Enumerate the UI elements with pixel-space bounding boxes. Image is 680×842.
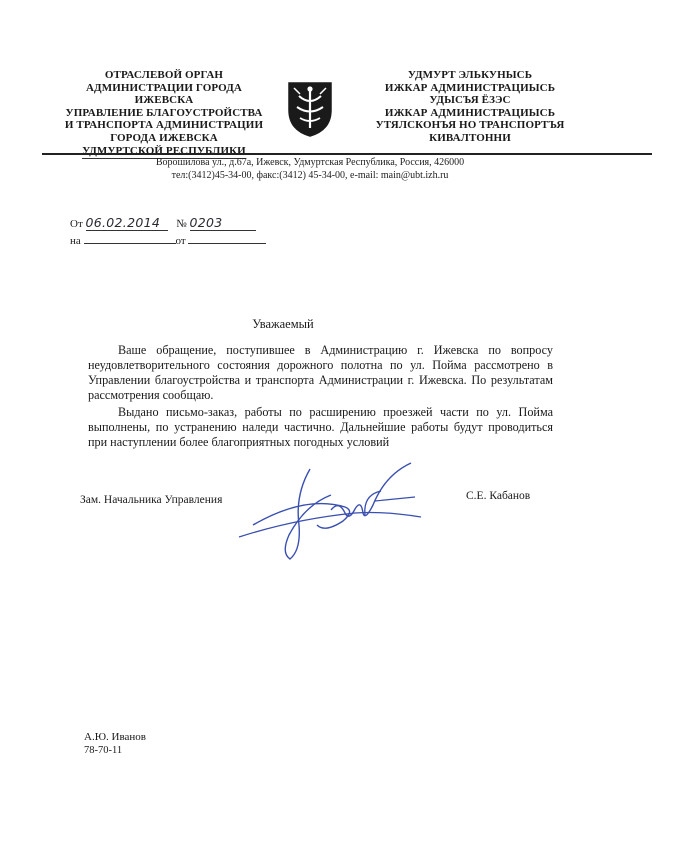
number-label: №: [176, 218, 187, 230]
on-label: на: [70, 235, 81, 247]
header-right-line: ИЖКАР АДМИНИСТРАЦИЫСЬ: [384, 106, 556, 119]
handwritten-signature: [235, 455, 435, 565]
header-left-line: УПРАВЛЕНИЕ БЛАГОУСТРОЙСТВА: [65, 106, 263, 119]
address-line: Ворошилова ул., д.67а, Ижевск, Удмуртская Республика, Россия, 426000: [155, 157, 465, 168]
letter-number: 0203: [190, 215, 256, 231]
header-divider: [42, 153, 652, 155]
header-right-line: УДЫСЪЯ ЁЗЭС: [429, 94, 511, 107]
header-right-line: УТЯЛСКОНЪЯ НО ТРАНСПОРТЪЯ: [375, 119, 565, 132]
incoming-reference: [70, 232, 266, 247]
header-right-line: КИВАЛТОННИ: [429, 131, 511, 144]
city-coat-of-arms-icon: [286, 80, 334, 138]
executor-name: А.Ю. Иванов: [84, 731, 146, 743]
outgoing-reference: [70, 215, 256, 231]
executor-phone: 78-70-11: [84, 745, 123, 756]
header-left-line: АДМИНИСТРАЦИИ ГОРОДА ИЖЕВСКА: [86, 81, 242, 107]
header-left-line: УДМУРТСКОЙ РЕСПУБЛИКИ: [82, 145, 246, 160]
incoming-number-blank: [84, 232, 176, 244]
body-paragraph: [88, 405, 553, 450]
header-right-line: ИЖКАР АДМИНИСТРАЦИЫСЬ: [384, 81, 556, 94]
of-label: от: [175, 235, 186, 247]
header-left-line: ГОРОДА ИЖЕВСКА: [110, 131, 218, 144]
letter-date: 06.02.2014: [86, 215, 168, 231]
incoming-date-blank: [188, 232, 266, 244]
header-left-block: [58, 69, 270, 159]
body-paragraph: [88, 343, 553, 403]
header-left-line: И ТРАНСПОРТА АДМИНИСТРАЦИИ: [64, 119, 264, 132]
signatory-name: С.Е. Кабанов: [466, 490, 531, 502]
greeting: Уважаемый: [252, 317, 314, 331]
paragraph-text: Выдано письмо-заказ, работы по расширению проезжей части по ул. Пойма выполнены, по устранению наледи частично. Дальнейшие работы будут проводиться при наступлении более благоприятных погодных условий: [88, 405, 553, 449]
header-left-line: ОТРАСЛЕВОЙ ОРГАН: [104, 69, 224, 81]
signatory-position: Зам. Начальника Управления: [80, 494, 223, 506]
contacts-line: тел:(3412)45-34-00, факс:(3412) 45-34-00, e-mail: main@ubt.izh.ru: [171, 170, 449, 181]
header-right-line: УДМУРТ ЭЛЬКУНЫСЬ: [407, 69, 533, 81]
paragraph-text: Ваше обращение, поступившее в Администрацию г. Ижевска по вопросу неудовлетворительного состояния дорожного полотна по ул. Пойма рассмотрено в Управлении благоустройства и транспорта Администрации г. Ижевска. По результатам рассмотрения сообщаю.: [88, 343, 553, 402]
header-right-block: [364, 69, 576, 145]
from-label: От: [70, 218, 83, 230]
